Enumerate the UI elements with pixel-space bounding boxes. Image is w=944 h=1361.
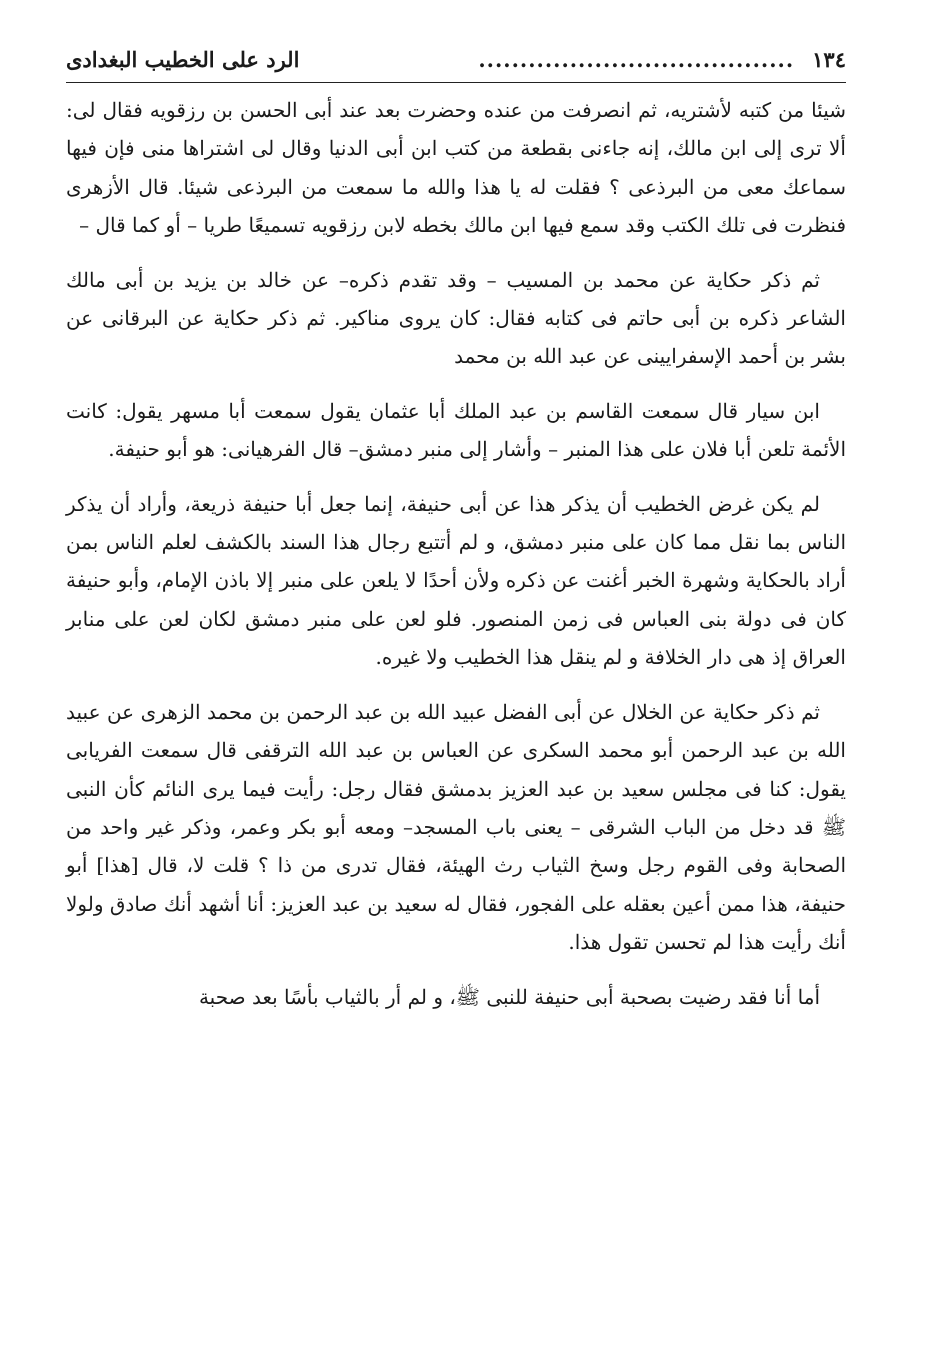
paragraph: ثم ذكر حكاية عن محمد بن المسيب – وقد تقدم ذكره– عن خالد بن يزيد بن أبى مالك الشاعر ذكره بن أبى حاتم فى كتابه فقال: كان يروى مناكير. ثم ذكر حكاية عن البرقانى عن بشر بن أحمد الإسفرايينى عن عبد الله بن محمد <box>66 267 846 369</box>
header-dot-leader: ...................................... <box>478 47 795 72</box>
paragraph: ثم ذكر حكاية عن الخلال عن أبى الفضل عبيد الله بن عبد الرحمن بن محمد الزهرى عن عبيد الله بن عبد الرحمن أبو محمد السكرى عن العباس بن عبد الله الترقفى قال سمعت الفريابى يقول: كنا فى مجلس سعيد بن عبد العزيز بدمشق فقال رجل: رأيت فيما يرى النائم كأن النبى ﷺ قد دخل من الباب الشرقى – يعنى باب المسجد– ومعه أبو بكر وعمر، وذكر غير واحد من الصحابة وفى القوم رجل وسخ الثياب رث الهيئة، فقال تدرى من ذا ؟ قلت لا، قال [هذا] أبو حنيفة، هذا ممن أعين بعقله على الفجور، فقال له سعيد بن عبد العزيز: أنا أشهد أنك صادق ولولا أنك رأيت هذا لم تحسن تقول هذا. <box>66 699 846 955</box>
page-number: ١٣٤ <box>812 47 846 72</box>
paragraph-continuation: شيئا من كتبه لأشتريه، ثم انصرفت من عنده وحضرت بعد عند أبى الحسن بن رزقويه فقال لى: ألا ترى إلى ابن مالك، إنه جاءنى بقطعة من كتب ابن أبى الدنيا وقال لى اشتراها منى فإن فيها سماعك معى من البرذعى ؟ فقلت له يا هذا والله ما سمعت من البرذعى شيئا. قال الأزهرى فنظرت فى تلك الكتب وقد سمع فيها ابن مالك بخطه لابن رزقويه تسميعًا طريا – أو كما قال – <box>66 98 846 238</box>
paragraph: ابن سيار قال سمعت القاسم بن عبد الملك أبا عثمان يقول سمعت أبا مسهر يقول: كانت الأئمة تلعن أبا فلان على هذا المنبر – وأشار إلى منبر دمشق– قال الفرهيانى: هو أبو حنيفة. <box>66 398 846 462</box>
header-rule <box>66 82 846 83</box>
paragraph-last: أما أنا فقد رضيت بصحبة أبى حنيفة للنبى ﷺ، و لم أر بالثياب بأسًا بعد صحبة <box>198 984 820 1009</box>
running-title: الرد على الخطيب البغدادى <box>66 47 300 72</box>
paragraph: لم يكن غرض الخطيب أن يذكر هذا عن أبى حنيفة، إنما جعل أبا حنيفة ذريعة، وأراد أن يذكر الناس بما نقل مما كان على منبر دمشق، و لم أتتبع رجال هذا السند بالكشف لعلم الناس بمن أراد بالحكاية وشهرة الخبر أغنت عن ذكره ولأن أحدًا لا يلعن على منبر إلا باذن الإمام، وأبو حنيفة كان فى دولة بنى العباس فى زمن المنصور. فلو لعن على منبر دمشق لكان لعن على منابر العراق إذ هى دار الخلافة و لم ينقل هذا الخطيب ولا غيره. <box>66 491 846 670</box>
page-header <box>66 40 846 80</box>
book-page <box>66 40 846 1032</box>
